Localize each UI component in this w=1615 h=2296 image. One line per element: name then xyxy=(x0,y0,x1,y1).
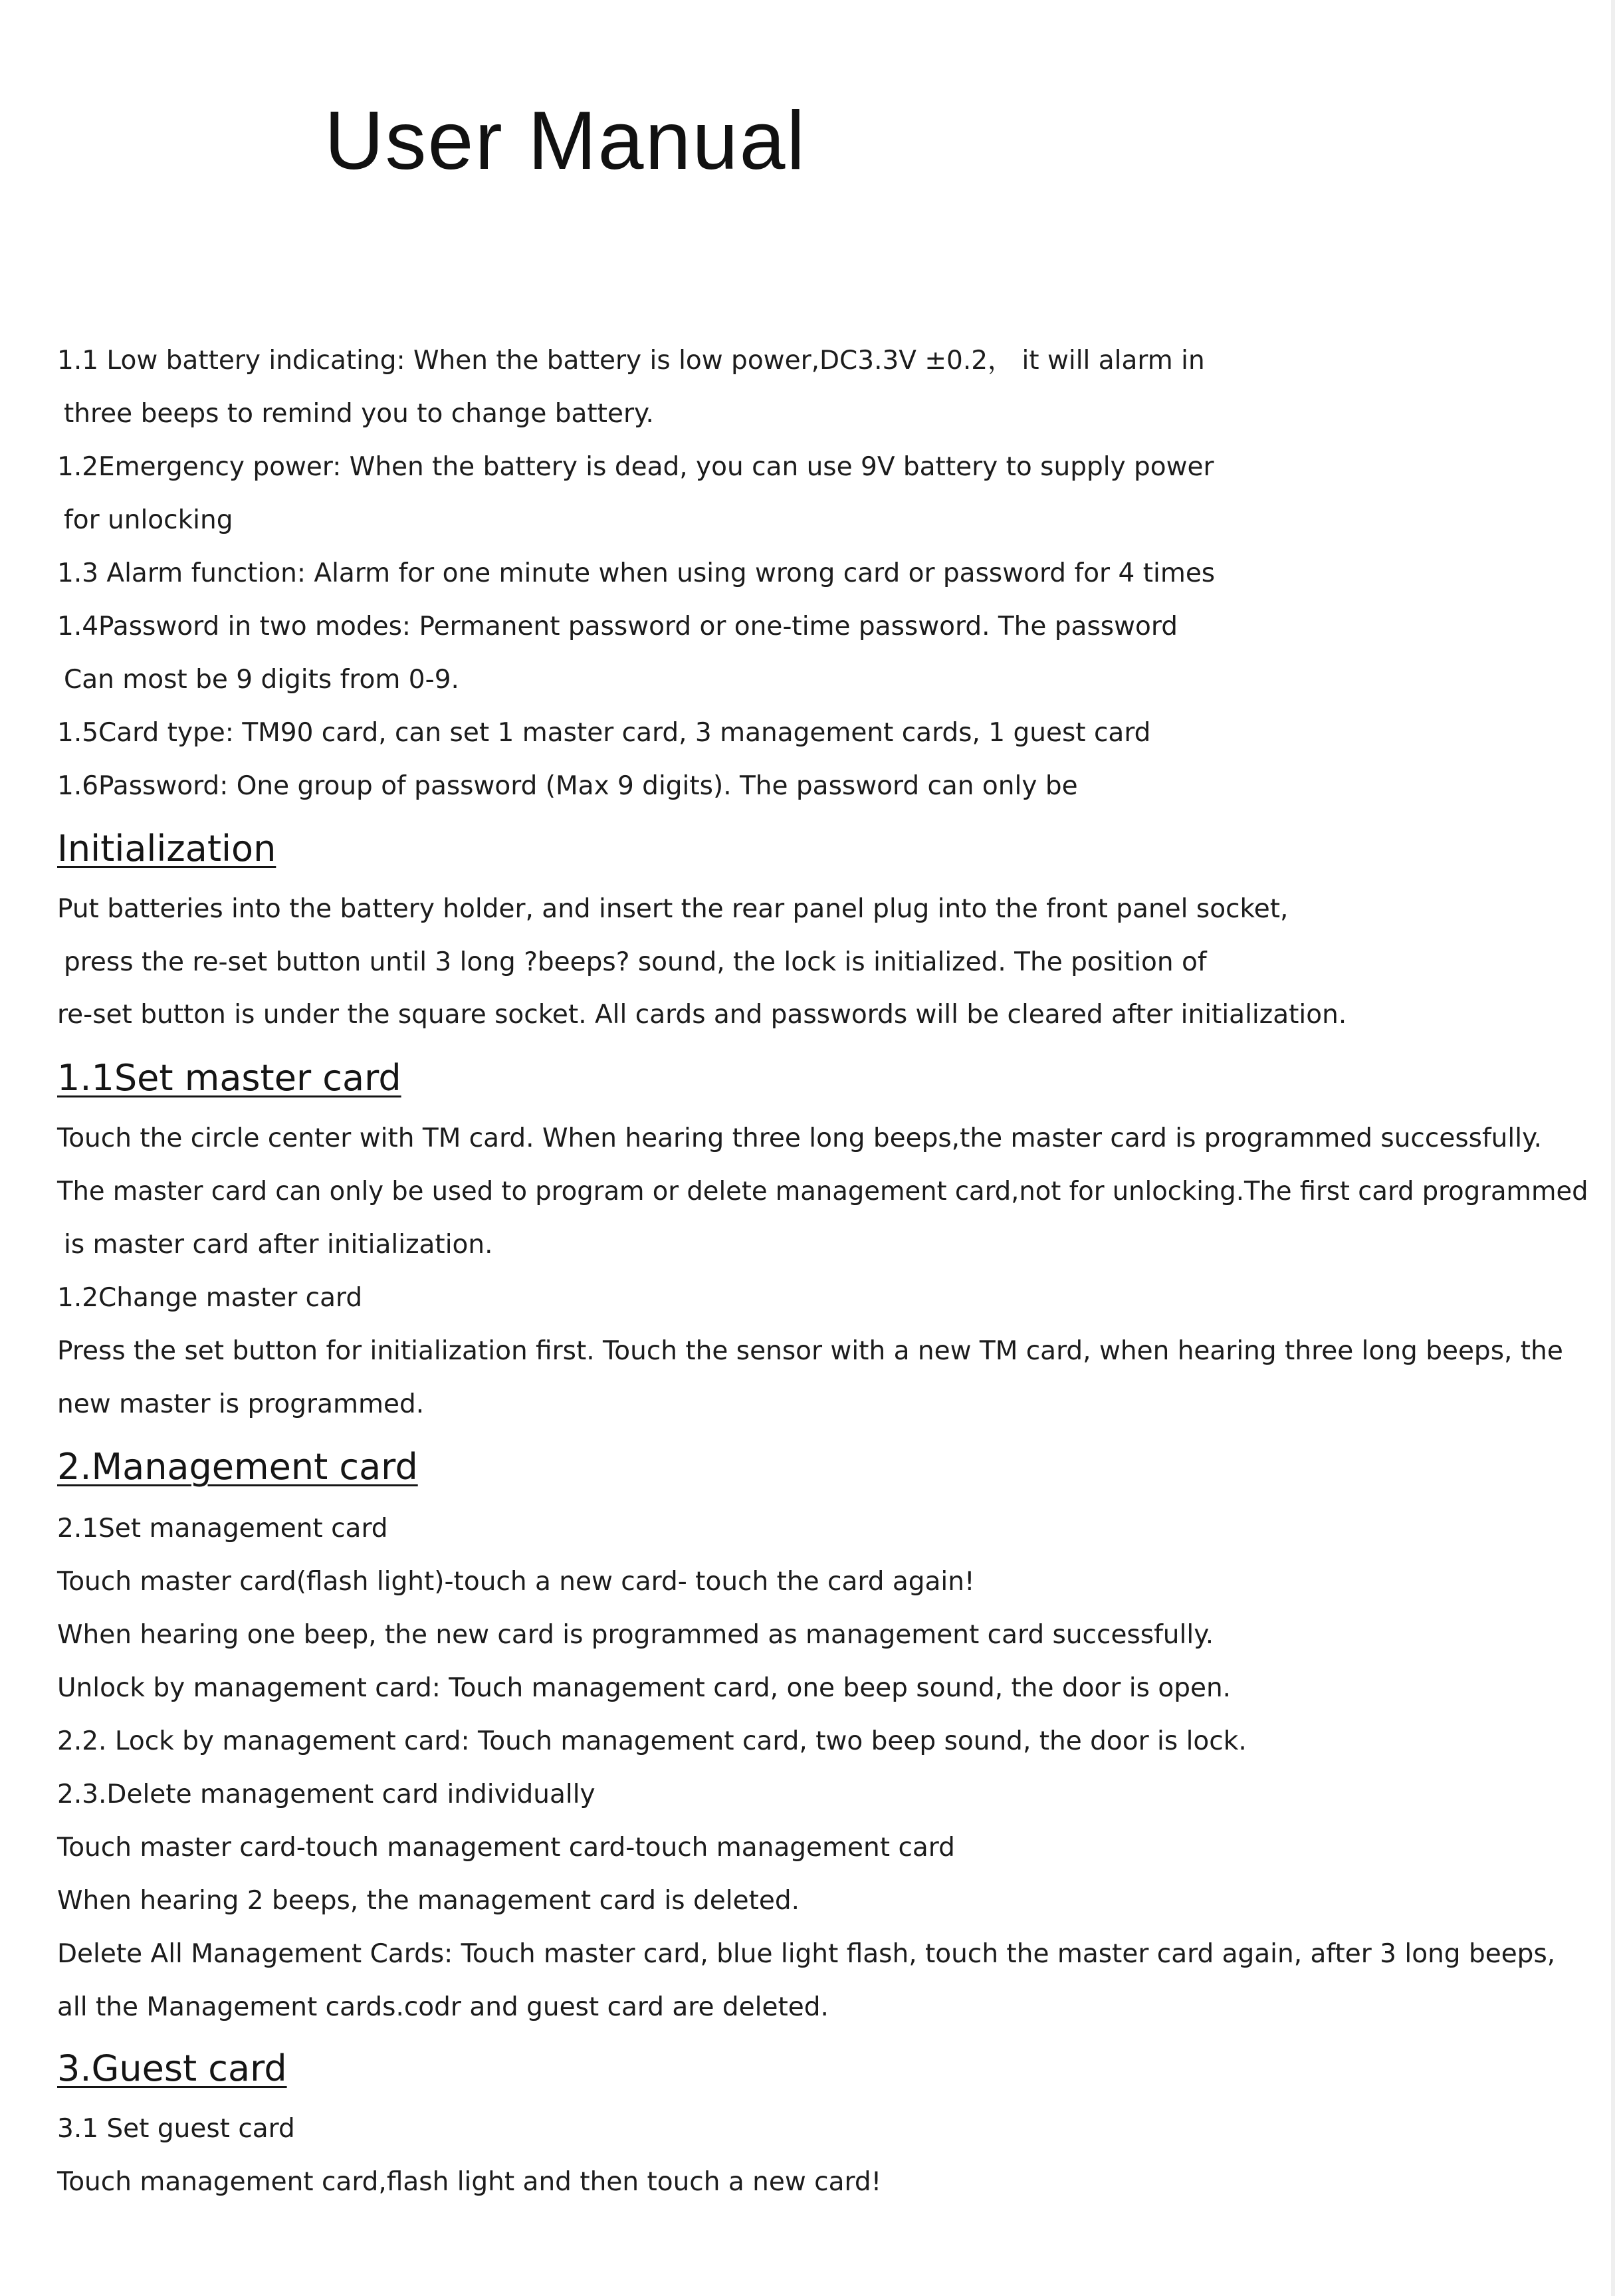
page-edge xyxy=(1611,0,1615,2296)
feature-line: 1.1 Low battery indicating: When the battery is low power,DC3.3V ±0.2， it will alarm in xyxy=(57,346,1205,376)
feature-line: 1.5Card type: TM90 card, can set 1 master card, 3 management cards, 1 guest card xyxy=(57,718,1151,748)
initialization-line: re-set button is under the square socket. All cards and passwords will be cleared after initialization. xyxy=(57,1000,1347,1030)
master-card-heading: 1.1Set master card xyxy=(57,1057,401,1099)
guest-card-heading: 3.Guest card xyxy=(57,2047,287,2089)
master-card-line: The master card can only be used to program or delete management card,not for unlocking.The first card programmed xyxy=(57,1177,1588,1206)
feature-line: 1.2Emergency power: When the battery is dead, you can use 9V battery to supply power xyxy=(57,452,1214,482)
feature-line: 1.6Password: One group of password (Max 9 digits). The password can only be xyxy=(57,771,1078,801)
management-card-line: Delete All Management Cards: Touch master card, blue light flash, touch the master card again, after 3 long beeps, xyxy=(57,1939,1556,1969)
initialization-line: Put batteries into the battery holder, and insert the rear panel plug into the front panel socket, xyxy=(57,894,1289,924)
management-card-line: When hearing 2 beeps, the management card is deleted. xyxy=(57,1886,800,1916)
management-card-line: 2.3.Delete management card individually xyxy=(57,1779,595,1809)
feature-line: 1.3 Alarm function: Alarm for one minute when using wrong card or password for 4 times xyxy=(57,558,1216,588)
initialization-line: press the re-set button until 3 long ?beeps? sound, the lock is initialized. The position of xyxy=(64,947,1207,977)
master-card-line: Press the set button for initialization first. Touch the sensor with a new TM card, when hearing three long beeps, the xyxy=(57,1336,1563,1366)
master-card-line: Touch the circle center with TM card. When hearing three long beeps,the master card is programmed successfully. xyxy=(57,1123,1542,1153)
feature-line: Can most be 9 digits from 0-9. xyxy=(64,665,459,695)
master-card-line: new master is programmed. xyxy=(57,1389,425,1419)
management-card-line: Unlock by management card: Touch management card, one beep sound, the door is open. xyxy=(57,1673,1232,1703)
initialization-heading: Initialization xyxy=(57,828,276,869)
management-card-line: When hearing one beep, the new card is programmed as management card successfully. xyxy=(57,1620,1214,1650)
feature-line: for unlocking xyxy=(64,505,233,535)
guest-card-line: 3.1 Set guest card xyxy=(57,2114,295,2144)
master-card-line: 1.2Change master card xyxy=(57,1283,363,1313)
management-card-line: 2.1Set management card xyxy=(57,1514,388,1544)
master-card-line: is master card after initialization. xyxy=(64,1230,493,1260)
management-card-line: 2.2. Lock by management card: Touch management card, two beep sound, the door is lock. xyxy=(57,1726,1247,1756)
management-card-line: Touch master card-touch management card-touch management card xyxy=(57,1833,955,1863)
guest-card-line: Touch management card,flash light and then touch a new card! xyxy=(57,2167,882,2197)
management-card-line: all the Management cards.codr and guest card are deleted. xyxy=(57,1992,829,2022)
feature-line: 1.4Password in two modes: Permanent password or one-time password. The password xyxy=(57,612,1178,641)
feature-line: three beeps to remind you to change battery. xyxy=(64,399,654,429)
management-card-heading: 2.Management card xyxy=(57,1446,418,1488)
management-card-line: Touch master card(flash light)-touch a new card- touch the card again! xyxy=(57,1567,975,1597)
page-title: User Manual xyxy=(324,95,806,187)
